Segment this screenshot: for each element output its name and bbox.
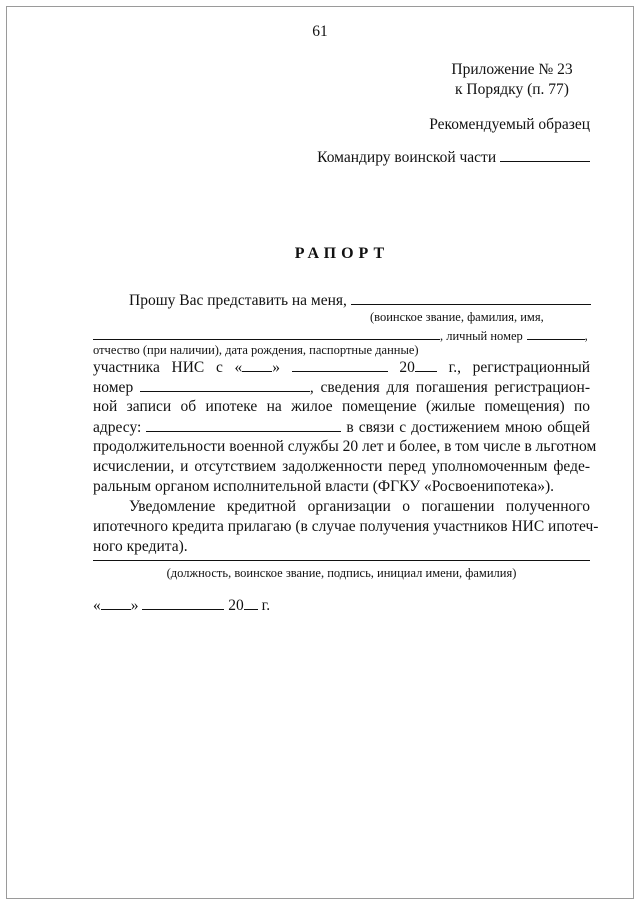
- notification-line-1: Уведомление кредитной организации о погашении полученного: [129, 498, 590, 515]
- debt-line: исчислении, и отсутствием задолженности перед уполномоченным феде-: [93, 458, 590, 475]
- close-quote: »: [272, 359, 281, 376]
- text-participant: участника: [93, 359, 160, 376]
- mortgage-record-line: ной записи об ипотеке на жилое помещение (жилые помещения) по: [93, 398, 590, 415]
- document-title: РАПОРТ: [294, 245, 390, 262]
- notification-line-2: ипотечного кредита прилагаю (в случае получения участников НИС ипотеч-: [93, 518, 599, 535]
- appendix-block: [440, 60, 584, 100]
- open-quote: «: [234, 359, 243, 376]
- addressee-line: [317, 147, 590, 168]
- unit-number-blank: [500, 147, 590, 162]
- text-reason: в связи с достижением мною общей: [346, 419, 591, 436]
- registration-number-line: [93, 377, 590, 398]
- nis-participant-line: [93, 357, 590, 378]
- authority-line: ральным органом исполнительной власти (ФГКУ «Росвоенипотека»).: [93, 478, 555, 495]
- text-address: адресу:: [93, 419, 142, 436]
- date-day-blank: [101, 595, 131, 610]
- date-month-blank: [142, 595, 224, 610]
- date-year-suffix: г.: [261, 597, 271, 614]
- personal-number-blank: [527, 325, 585, 340]
- date-line: [93, 595, 590, 616]
- text-year-suffix: г.,: [448, 359, 461, 376]
- year-blank: [415, 357, 437, 372]
- rank-name-blank: [351, 290, 591, 305]
- year-field: [399, 359, 437, 376]
- text-number: номер: [93, 379, 134, 396]
- day-blank: [242, 357, 272, 372]
- date-close-quote: »: [130, 597, 139, 614]
- text-registration: регистрационный: [472, 359, 591, 376]
- text-registration-info: , сведения для погашения регистрацион-: [309, 379, 591, 396]
- page-number: 61: [312, 23, 328, 40]
- date-year-prefix: 20: [228, 597, 244, 614]
- personal-number-label: , личный номер: [440, 329, 523, 343]
- service-duration-line: продолжительности военной службы 20 лет и более, в том числе в льготном: [93, 438, 597, 455]
- sample-label: Рекомендуемый образец: [429, 116, 590, 133]
- signature-line: [93, 560, 590, 561]
- intro-text: Прошу Вас представить на меня,: [129, 292, 347, 309]
- date-open-quote: «: [93, 597, 101, 614]
- day-field: [235, 359, 281, 376]
- hint-patronymic: отчество (при наличии), дата рождения, паспортные данные): [93, 343, 419, 357]
- patronymic-blank: [93, 325, 440, 340]
- signature-hint: (должность, воинское звание, подпись, инициал имени, фамилия): [166, 566, 517, 580]
- appendix-reference: к Порядку (п. 77): [455, 81, 569, 98]
- year-prefix: 20: [399, 359, 415, 376]
- address-line: [93, 417, 590, 438]
- month-blank: [292, 357, 388, 372]
- intro-line: [93, 290, 590, 311]
- registration-number-blank: [140, 377, 310, 392]
- hint-rank-name: (воинское звание, фамилия, имя,: [370, 310, 544, 324]
- notification-line-3: ного кредита).: [93, 538, 188, 555]
- text-from: с: [215, 359, 223, 376]
- appendix-number: Приложение № 23: [451, 61, 573, 78]
- text-nis: НИС: [171, 359, 205, 376]
- address-blank: [146, 417, 341, 432]
- comma: ,: [584, 329, 588, 343]
- addressee-text: Командиру воинской части: [317, 149, 497, 166]
- date-year-blank: [244, 595, 258, 610]
